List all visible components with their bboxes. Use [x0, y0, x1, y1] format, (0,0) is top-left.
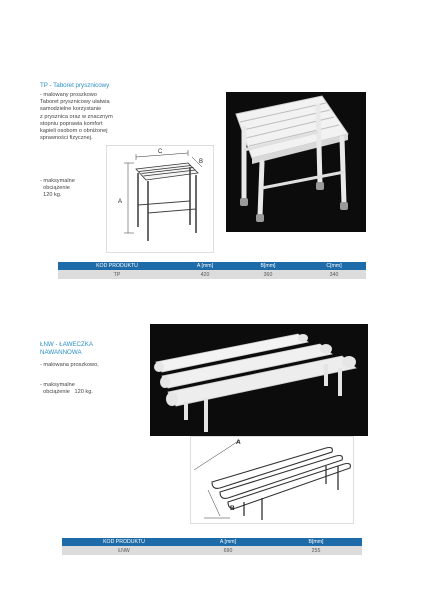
table-cell: ŁNW	[62, 546, 186, 555]
tp-dim-c-label: C	[158, 149, 163, 155]
table-header-cell: C[mm]	[302, 262, 366, 270]
table-cell: 420	[176, 270, 234, 279]
tp-dim-a-label: A	[118, 199, 123, 205]
tp-dimension-drawing	[106, 145, 214, 253]
table-cell: 360	[234, 270, 302, 279]
tp-desc-line: samodzielne korzystanie	[40, 106, 102, 113]
table-header-cell: A [mm]	[176, 262, 234, 270]
lnw-description	[40, 362, 99, 369]
tp-load-line: 120 kg.	[40, 192, 62, 199]
tp-dim-b-label: B	[199, 159, 204, 165]
tp-desc-line: sprawności fizycznej.	[40, 135, 93, 142]
lnw-dimension-drawing	[190, 436, 354, 524]
lnw-load-line: - maksymalne	[40, 382, 75, 388]
lnw-title	[40, 341, 93, 356]
tp-desc-line: kąpieli osobom o obniżonej	[40, 128, 108, 135]
tp-load-line: - maksymalne	[40, 178, 75, 184]
table-header-cell: B[mm]	[270, 538, 362, 546]
lnw-title-line: NAWANNOWA	[40, 348, 82, 356]
table-row	[58, 270, 366, 279]
table-header-row	[58, 262, 366, 270]
table-cell: TP	[58, 270, 176, 279]
table-row	[62, 546, 362, 555]
table-header-cell: B[mm]	[234, 262, 302, 270]
lnw-dim-b-label: B	[230, 505, 235, 512]
lnw-spec-table	[62, 538, 362, 555]
tp-description	[40, 92, 113, 142]
table-header-cell: KOD PRODUKTU	[62, 538, 186, 546]
table-cell: 690	[186, 546, 270, 555]
lnw-dim-a-label: A	[236, 439, 241, 446]
table-cell: 255	[270, 546, 362, 555]
tp-product-photo	[226, 92, 366, 232]
tp-desc-line: - malowany proszkowo	[40, 92, 97, 98]
tp-title: TP - Taboret prysznicowy	[40, 82, 110, 89]
table-header-row	[62, 538, 362, 546]
tp-desc-line: stopniu poprawia komfort	[40, 120, 103, 127]
lnw-load-line: obciążenie 120 kg.	[40, 389, 93, 396]
tp-desc-line: z prysznica oraz w znacznym	[40, 113, 113, 120]
table-header-cell: KOD PRODUKTU	[58, 262, 176, 270]
tp-load-info	[40, 178, 75, 200]
lnw-product-photo	[150, 324, 368, 436]
tp-desc-line: Taboret prysznicowy ułatwia	[40, 99, 110, 106]
tp-spec-table	[58, 262, 366, 279]
lnw-desc-line: - malowana proszkowo,	[40, 362, 99, 368]
lnw-load-info	[40, 382, 93, 396]
table-cell: 340	[302, 270, 366, 279]
tp-load-line: obciążenie	[40, 185, 70, 192]
table-header-cell: A [mm]	[186, 538, 270, 546]
lnw-title-line: ŁNW - ŁAWECZKA	[40, 341, 94, 348]
